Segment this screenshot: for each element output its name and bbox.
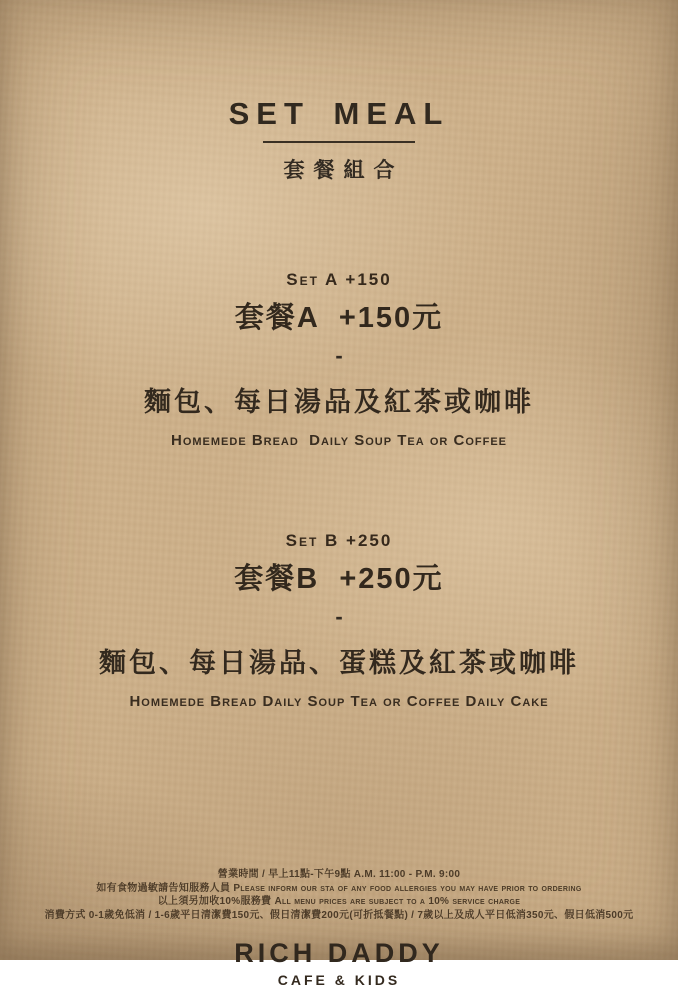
brand-logo xyxy=(0,938,678,988)
page-subtitle: 套餐組合 xyxy=(283,159,404,182)
set-b-divider: - xyxy=(335,604,343,629)
allergy-notice-zh: 如有食物過敏請告知服務人員 xyxy=(96,882,234,894)
set-a-description-zh: 麵包、每日湯品及紅茶或咖啡 xyxy=(144,387,534,417)
set-a-title: 套餐A +150元 xyxy=(234,302,444,334)
set-b-description-zh: 麵包、每日湯品、蛋糕及紅茶或咖啡 xyxy=(99,648,579,678)
minimum-charge-line: 消費方式 0-1歲免低消 / 1-6歲平日清潔費150元、假日清潔費200元(可折抵餐點) / 7歲以上及成人平日低消350元、假日低消500元 xyxy=(44,909,634,921)
allergy-notice-line xyxy=(0,882,678,896)
menu-footer xyxy=(0,868,678,988)
set-b-description-en: Homemede Bread Daily Soup Tea or Coffee Daily Cake xyxy=(129,693,549,710)
set-b-title: 套餐B +250元 xyxy=(234,563,444,595)
service-charge-en: All menu prices are subject to a 10% service charge xyxy=(274,896,521,907)
service-charge-line xyxy=(0,895,678,909)
page-title: SET MEAL xyxy=(228,96,450,131)
service-charge-zh: 以上須另加收10%服務費 xyxy=(157,896,275,907)
set-a-block xyxy=(0,270,678,449)
title-underline xyxy=(263,141,415,143)
set-a-label: Set A +150 xyxy=(286,270,392,289)
brand-subtitle: CAFE & KIDS xyxy=(277,972,401,988)
set-a-divider: - xyxy=(335,343,343,368)
business-hours-line: 營業時間 / 早上11點-下午9點 A.M. 11:00 - P.M. 9:00 xyxy=(217,869,461,880)
set-b-block xyxy=(0,531,678,710)
allergy-notice-en: Please inform our sta of any food allergies you may have prior to ordering xyxy=(233,882,582,894)
menu-header xyxy=(0,0,678,184)
set-b-label: Set B +250 xyxy=(285,531,393,550)
set-a-description-en: Homemede Bread Daily Soup Tea or Coffee xyxy=(170,432,507,449)
brand-name: RICH DADDY xyxy=(234,938,444,968)
